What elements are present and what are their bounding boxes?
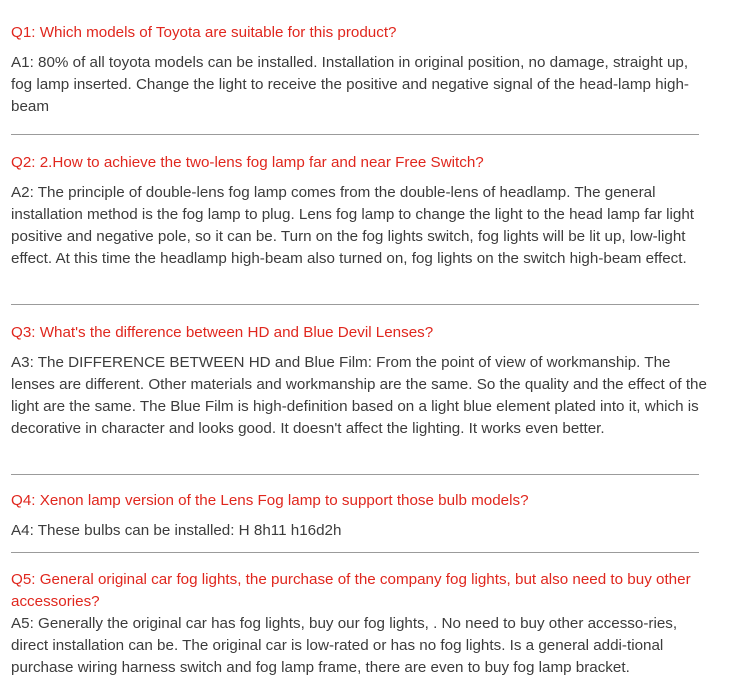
divider	[11, 304, 699, 305]
faq-item-5	[11, 569, 711, 679]
answer-4: A4: These bulbs can be installed: H 8h11 h16d2h	[11, 522, 342, 539]
faq-item-1	[11, 22, 711, 118]
divider	[11, 552, 699, 553]
faq-item-3	[11, 322, 711, 440]
question-2: Q2: 2.How to achieve the two-lens fog lamp far and near Free Switch?	[11, 154, 484, 171]
answer-2: A2: The principle of double-lens fog lamp comes from the double-lens of headlamp. The general installation method is the fog lamp to plug. Lens fog lamp to change the light to the head lamp far light positive and negative pole, so it can be. Turn on the fog lights switch, fog lights will be lit up, low-light effect. At this time the headlamp high-beam also turned on, fog lights on the switch high-beam effect.	[11, 184, 695, 267]
question-4: Q4: Xenon lamp version of the Lens Fog lamp to support those bulb models?	[11, 492, 529, 509]
question-3: Q3: What's the difference between HD and Blue Devil Lenses?	[11, 324, 434, 341]
question-5: Q5: General original car fog lights, the purchase of the company fog lights, but also need to buy other accessories?	[11, 571, 691, 610]
faq-item-4	[11, 490, 711, 542]
divider	[11, 474, 699, 475]
answer-3: A3: The DIFFERENCE BETWEEN HD and Blue Film: From the point of view of workmanship. The lenses are different. Other materials and workmanship are the same. So the quality and the effect of the light are the same. The Blue Film is high-definition based on a light blue element plated into it, which is decorative in character and looks good. It doesn't affect the lighting. It works even better.	[11, 354, 707, 437]
divider	[11, 134, 699, 135]
answer-5: A5: Generally the original car has fog lights, buy our fog lights, . No need to buy other accesso-ries, direct installation can be. The original car is low-rated or has no fog lights. Is a general addi-tional purchase wiring harness switch and fog lamp frame, there are even to buy fog lamp bracket.	[11, 615, 678, 676]
answer-1: A1: 80% of all toyota models can be installed. Installation in original position, no damage, straight up, fog lamp inserted. Change the light to receive the positive and negative signal of the head-lamp high-beam	[11, 54, 689, 115]
faq-item-2	[11, 152, 711, 270]
question-1: Q1: Which models of Toyota are suitable for this product?	[11, 24, 397, 41]
